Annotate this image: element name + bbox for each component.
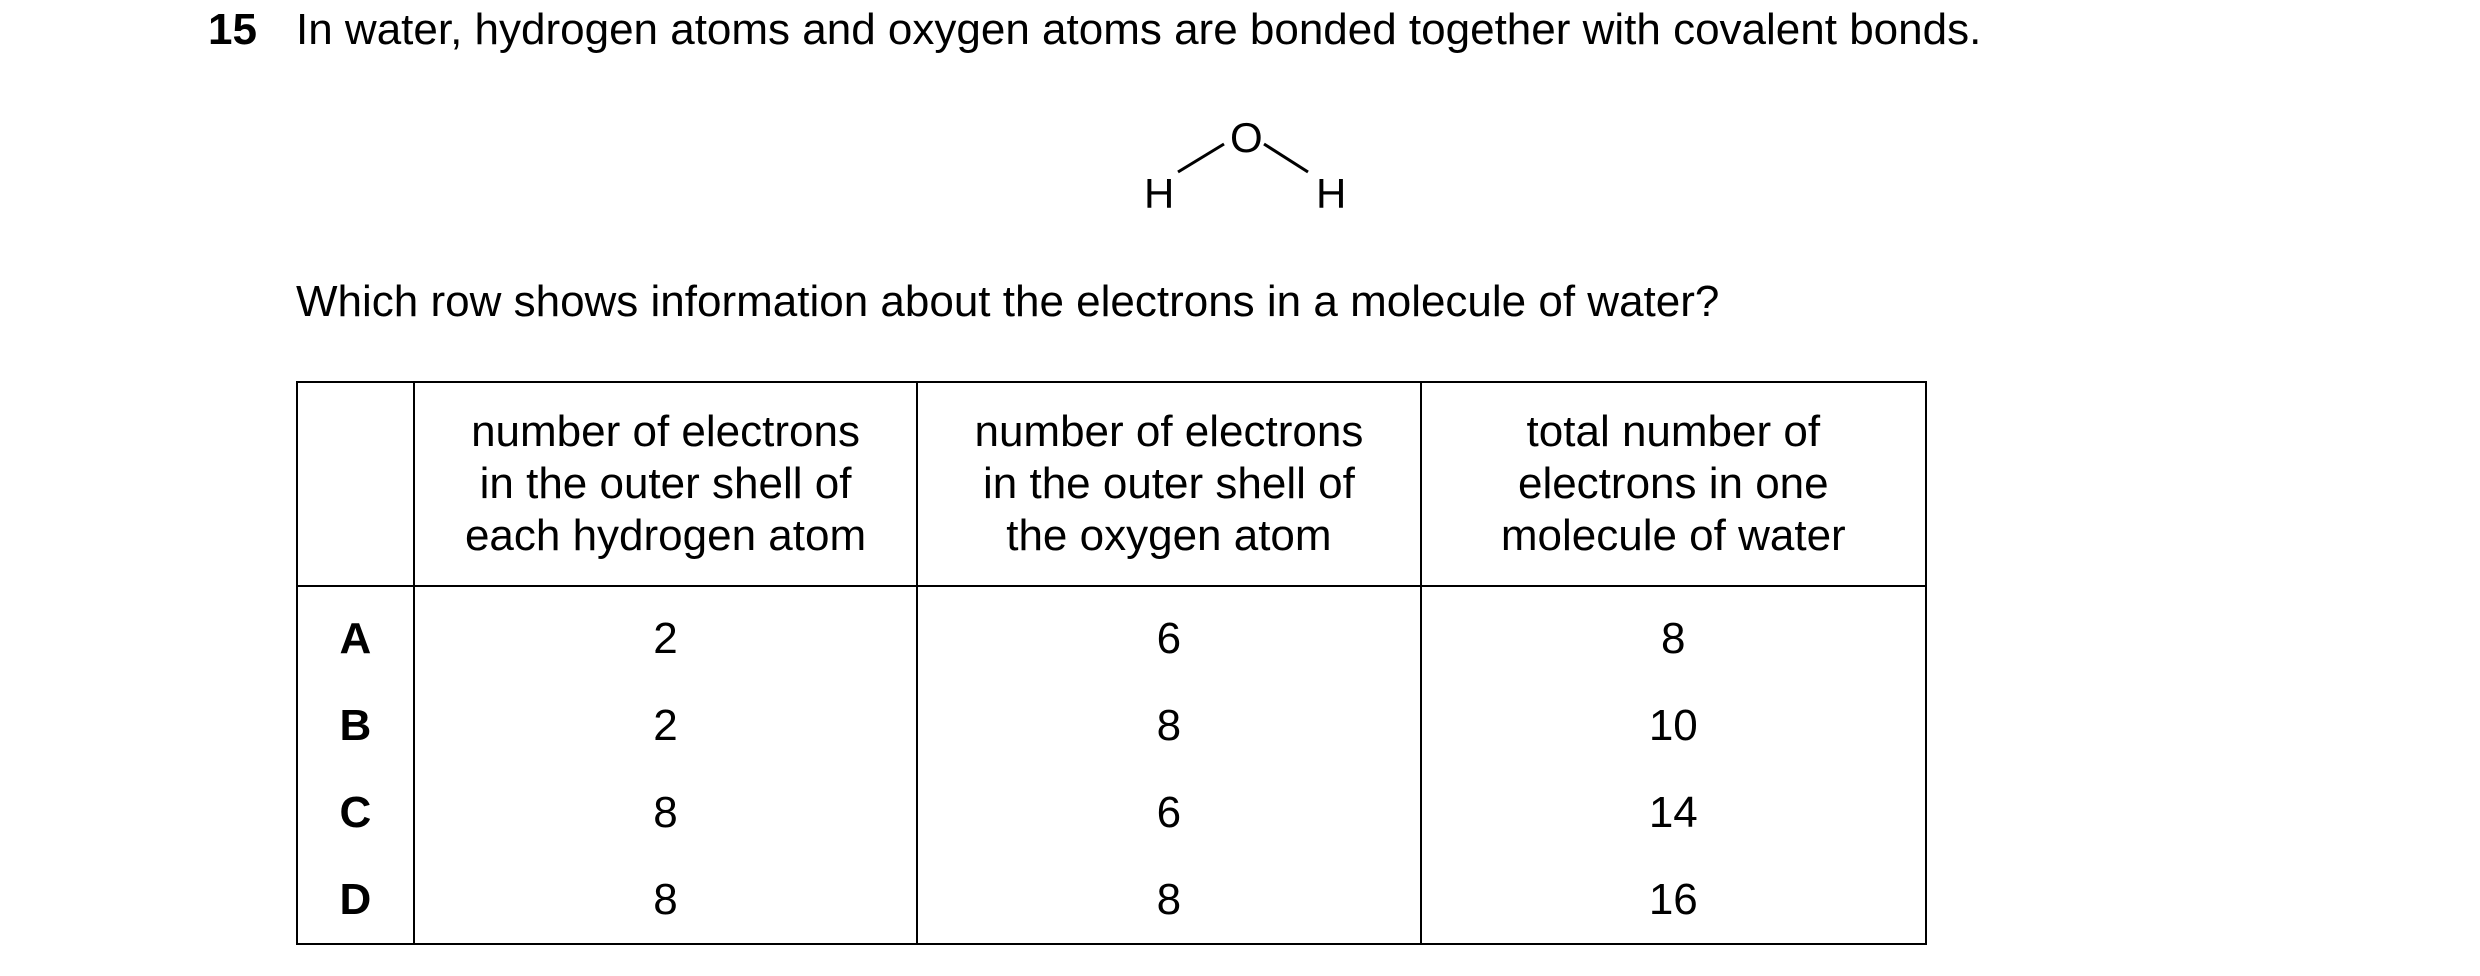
row-letter: C	[297, 769, 414, 856]
header-line: in the outer shell of	[983, 459, 1355, 508]
hydrogen-outer-value: 2	[414, 682, 917, 769]
table-row-d	[297, 856, 1926, 944]
oxygen-outer-value: 8	[917, 682, 1420, 769]
total-electrons-value: 10	[1421, 682, 1926, 769]
hydrogen-atom-label-left: H	[1144, 170, 1175, 217]
bond-left	[1178, 144, 1224, 172]
row-letter: B	[297, 682, 414, 769]
oxygen-outer-value: 8	[917, 856, 1420, 944]
table-row-c	[297, 769, 1926, 856]
header-hydrogen-outer-electrons	[414, 382, 917, 586]
hydrogen-outer-value: 2	[414, 586, 917, 682]
header-line: number of electrons	[974, 407, 1364, 456]
header-line: total number of	[1526, 407, 1821, 456]
total-electrons-value: 16	[1421, 856, 1926, 944]
header-line: electrons in one	[1517, 459, 1829, 508]
header-line: number of electrons	[471, 407, 860, 456]
row-letter: A	[297, 586, 414, 682]
total-electrons-value: 14	[1421, 769, 1926, 856]
oxygen-outer-value: 6	[917, 586, 1420, 682]
table-header-row	[297, 382, 1926, 586]
answer-table	[296, 381, 1927, 945]
total-electrons-value: 8	[1421, 586, 1926, 682]
question-prompt: Which row shows information about the electrons in a molecule of water?	[296, 277, 1720, 326]
question-stem: In water, hydrogen atoms and oxygen atoms are bonded together with covalent bonds.	[296, 5, 1982, 54]
oxygen-outer-value: 6	[917, 769, 1420, 856]
header-total-electrons	[1421, 382, 1926, 586]
question-number: 15	[208, 5, 257, 54]
bond-right	[1264, 144, 1308, 172]
header-empty-cell	[297, 382, 414, 586]
hydrogen-outer-value: 8	[414, 769, 917, 856]
header-line: in the outer shell of	[479, 459, 852, 508]
hydrogen-atom-label-right: H	[1316, 170, 1347, 217]
header-line: each hydrogen atom	[464, 511, 867, 560]
water-molecule-diagram	[1120, 100, 1380, 230]
header-line: molecule of water	[1500, 511, 1846, 560]
hydrogen-outer-value: 8	[414, 856, 917, 944]
header-oxygen-outer-electrons	[917, 382, 1420, 586]
header-line: the oxygen atom	[1006, 511, 1332, 560]
oxygen-atom-label: O	[1230, 114, 1263, 161]
table-row-b	[297, 682, 1926, 769]
table-row-a	[297, 586, 1926, 682]
row-letter: D	[297, 856, 414, 944]
